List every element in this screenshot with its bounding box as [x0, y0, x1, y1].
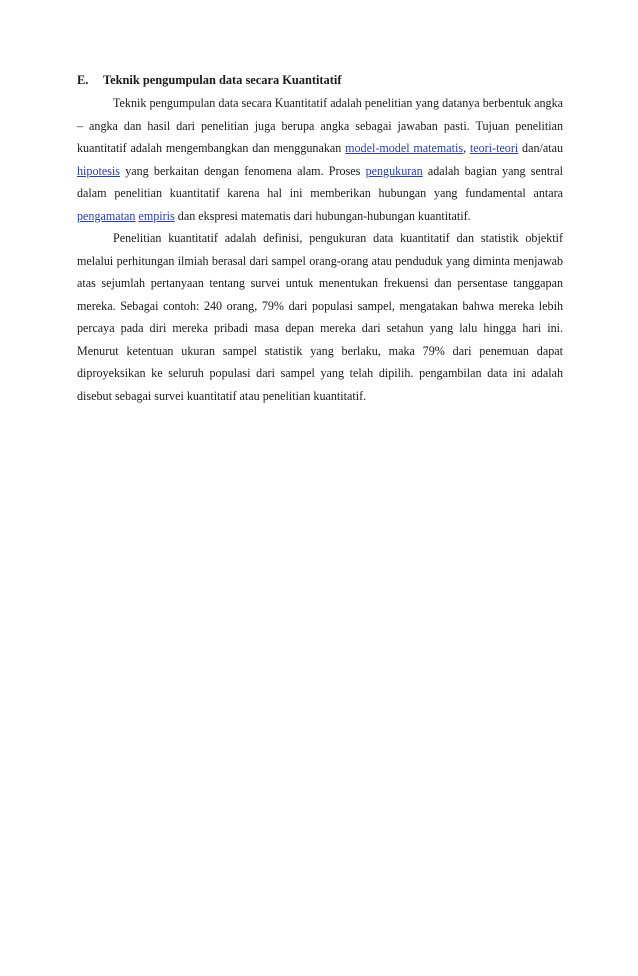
- link-empiris[interactable]: empiris: [138, 208, 175, 223]
- paragraph-1-text-a: Teknik pengumpulan data secara Kuantitatif adalah penelitian yang datanya berbentuk angka – angka dan hasil dari penelitian juga berupa angka sebagai jawaban pasti. Tujuan penelitian kuantitatif adalah mengembangkan dan menggunakan: [77, 96, 563, 155]
- link-pengukuran[interactable]: pengukuran: [365, 163, 423, 178]
- paragraph-1-text-d: yang berkaitan dengan fenomena alam. Proses: [120, 163, 366, 178]
- paragraph-1: [77, 92, 563, 227]
- section-heading: [77, 70, 563, 90]
- section-body: [77, 92, 563, 407]
- link-teori-teori[interactable]: teori-teori: [469, 141, 519, 155]
- link-hipotesis[interactable]: hipotesis: [77, 163, 121, 178]
- paragraph-1-text-e: adalah bagian yang sentral dalam penelitian kuantitatif karena hal ini memberikan hubungan yang fundamental antara: [77, 163, 564, 200]
- link-model-model-matematis[interactable]: model-model matematis: [345, 141, 464, 155]
- paragraph-1-text-b: ,: [463, 141, 470, 155]
- link-pengamatan[interactable]: pengamatan: [77, 208, 136, 223]
- paragraph-2: Penelitian kuantitatif adalah definisi, pengukuran data kuantitatif dan statistik objektif melalui perhitungan ilmiah berasal dari sampel orang-orang atau penduduk yang diminta menjawab atas sejumlah pertanyaan tentang survei untuk menentukan frekuensi dan persentase tanggapan mereka. Sebagai contoh: 240 orang, 79% dari populasi sampel, mengatakan bahwa mereka lebih percaya pada diri mereka pribadi masa depan mereka dari setahun yang lalu hingga hari ini. Menurut ketentuan ukuran sampel statistik yang berlaku, maka 79% dari penemuan dapat diproyeksikan ke seluruh populasi dari sampel yang telah dipilih. pengambilan data ini adalah disebut sebagai survei kuantitatif atau penelitian kuantitatif.: [77, 231, 563, 403]
- paragraph-1-text-g: dan ekspresi matematis dari hubungan-hubungan kuantitatif.: [174, 208, 471, 223]
- paragraph-1-text-c: dan/atau: [518, 141, 563, 155]
- section-letter: E.: [77, 73, 89, 87]
- section-title: Teknik pengumpulan data secara Kuantitatif: [103, 73, 342, 87]
